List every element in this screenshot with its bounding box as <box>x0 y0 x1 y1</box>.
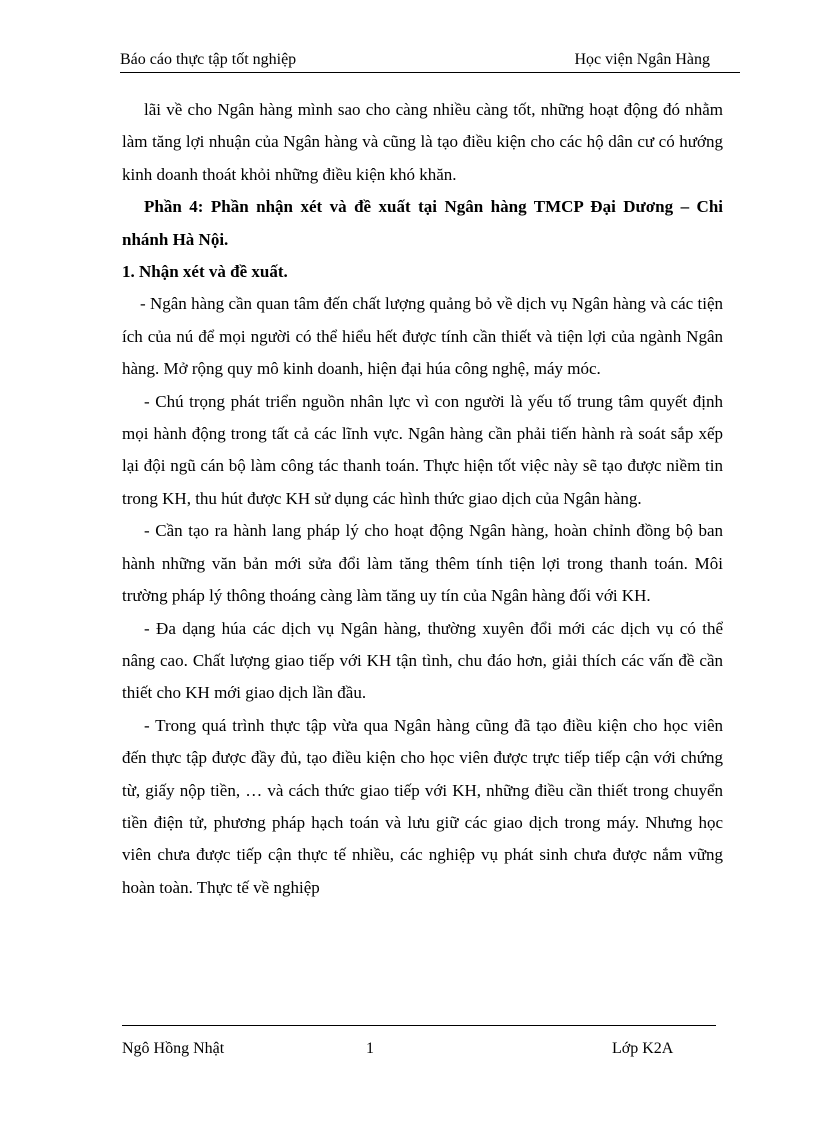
page-header <box>120 48 740 73</box>
bullet-paragraph: - Trong quá trình thực tập vừa qua Ngân hàng cũng đã tạo điều kiện cho học viên đến thực tập được đầy đủ, tạo điều kiện cho học viên được trực tiếp tiếp cận với chứng từ, giấy nộp tiền, … và cách thức giao tiếp với KH, những điều cần thiết trong chuyển tiền điện tử, phương pháp hạch toán và lưu giữ các giao dịch trong máy. Nhưng học viên chưa được tiếp cận thực tế nhiều, các nghiệp vụ phát sinh chưa được nắm vững hoàn toàn. Thực tế về nghiệp <box>122 715 723 897</box>
paragraph-continuation: lãi về cho Ngân hàng mình sao cho càng nhiều càng tốt, những hoạt động đó nhằm làm tăng lợi nhuận của Ngân hàng và cũng là tạo điều kiện cho các hộ dân cư có hướng kinh doanh thoát khỏi những điều kiện khó khăn. <box>122 100 723 184</box>
header-institution: Học viện Ngân Hàng <box>574 51 710 68</box>
footer-author: Ngô Hồng Nhật <box>122 1040 225 1057</box>
header-report-title: Báo cáo thực tập tốt nghiệp <box>120 51 297 68</box>
subsection-heading: 1. Nhận xét và đề xuất. <box>122 262 288 282</box>
footer-class: Lớp K2A <box>612 1040 674 1057</box>
section-heading: Phần 4: Phần nhận xét và đề xuất tại Ngân hàng TMCP Đại Dương – Chi nhánh Hà Nội. <box>122 197 723 249</box>
bullet-paragraph: - Đa dạng húa các dịch vụ Ngân hàng, thường xuyên đổi mới các dịch vụ có thể nâng cao. Chất lượng giao tiếp với KH tận tình, chu đáo hơn, giải thích các vấn đề cần thiết cho KH mới giao dịch lần đầu. <box>122 618 723 703</box>
bullet-paragraph: - Chú trọng phát triển nguồn nhân lực vì con người là yếu tố trung tâm quyết định mọi hành động trong tất cả các lĩnh vực. Ngân hàng cần phải tiến hành rà soát sắp xếp lại đội ngũ cán bộ làm công tác thanh toán. Thực hiện tốt việc này sẽ tạo được niềm tin trong KH, thu hút được KH sử dụng các hình thức giao dịch của Ngân hàng. <box>122 391 723 508</box>
document-body <box>122 94 723 904</box>
bullet-paragraph: - Ngân hàng cần quan tâm đến chất lượng quảng bỏ về dịch vụ Ngân hàng và các tiện ích của nú để mọi người có thể hiểu hết được tính cần thiết và tiện lợi của ngành Ngân hàng. Mở rộng quy mô kinh doanh, hiện đại húa công nghệ, máy móc. <box>122 294 723 379</box>
bullet-paragraph: - Cần tạo ra hành lang pháp lý cho hoạt động Ngân hàng, hoàn chỉnh đồng bộ ban hành những văn bản mới sửa đổi làm tăng thêm tính tiện lợi trong thanh toán. Môi trường pháp lý thông thoáng càng làm tăng uy tín của Ngân hàng đối với KH. <box>122 521 723 606</box>
footer-divider <box>122 1025 716 1026</box>
footer-page-number: 1 <box>366 1040 374 1057</box>
